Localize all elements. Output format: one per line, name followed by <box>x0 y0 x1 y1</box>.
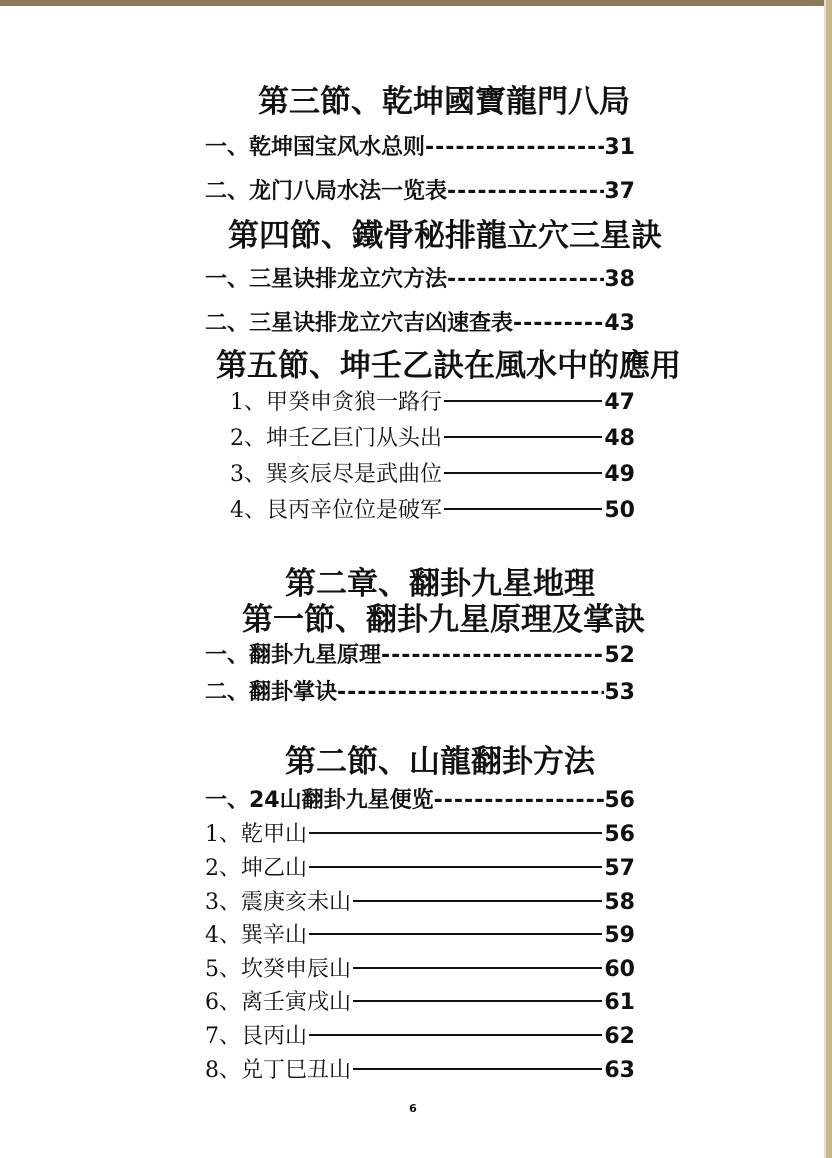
leader-line <box>444 472 602 474</box>
leader-line <box>444 508 602 510</box>
section-heading: 第五節、坤壬乙訣在風水中的應用 <box>216 348 681 384</box>
leader-line <box>353 1000 602 1002</box>
leader-line <box>353 900 602 902</box>
leader-line <box>353 967 602 969</box>
toc-entry-page: 43 <box>604 311 635 336</box>
section-heading: 第三節、乾坤國寶龍門八局 <box>258 84 630 120</box>
leader-dots <box>337 680 604 705</box>
toc-entry-page: 56 <box>604 788 635 813</box>
toc-entry-page: 56 <box>604 822 635 847</box>
toc-entry-page: 53 <box>604 680 635 705</box>
toc-entry[interactable] <box>205 851 635 882</box>
toc-entry-page: 50 <box>604 498 635 523</box>
toc-entry[interactable] <box>205 675 635 706</box>
page-number: 6 <box>409 1102 417 1115</box>
toc-entry-label: 一、翻卦九星原理 <box>205 643 382 668</box>
leader-dots <box>513 311 604 336</box>
toc-entry-page: 63 <box>604 1058 635 1083</box>
toc-entry[interactable] <box>230 457 635 488</box>
leader-line <box>353 1068 602 1070</box>
section-heading: 第四節、鐵骨秘排龍立穴三星訣 <box>228 218 662 254</box>
toc-entry-label: 二、翻卦掌诀 <box>205 680 338 705</box>
toc-entry[interactable] <box>205 262 635 293</box>
toc-entry-page: 37 <box>604 179 635 204</box>
toc-entry-label: 4、巽辛山 <box>205 923 307 948</box>
toc-entry-page: 62 <box>604 1024 635 1049</box>
toc-entry-label: 5、坎癸申辰山 <box>205 957 351 982</box>
toc-entry-page: 52 <box>604 643 635 668</box>
toc-entry[interactable] <box>205 918 635 949</box>
toc-entry-page: 61 <box>604 990 635 1015</box>
toc-entry-page: 57 <box>604 856 635 881</box>
leader-line <box>309 1034 602 1036</box>
toc-entry-label: 3、震庚亥未山 <box>205 890 351 915</box>
toc-entry[interactable] <box>205 885 635 916</box>
toc-entry-page: 48 <box>604 426 635 451</box>
toc-entry[interactable] <box>205 1053 635 1084</box>
section-heading: 第一節、翻卦九星原理及掌訣 <box>242 602 645 638</box>
toc-entry[interactable] <box>205 638 635 669</box>
leader-line <box>444 436 602 438</box>
leader-dots <box>447 179 604 204</box>
leader-dots <box>381 643 604 668</box>
toc-entry-page: 38 <box>604 267 635 292</box>
toc-entry-label: 二、三星诀排龙立穴吉凶速查表 <box>205 311 514 336</box>
leader-dots <box>425 135 604 160</box>
section-heading: 第二節、山龍翻卦方法 <box>285 744 595 780</box>
toc-entry[interactable] <box>205 783 635 814</box>
toc-entry-page: 60 <box>604 957 635 982</box>
toc-entry-label: 一、乾坤国宝风水总则 <box>205 135 426 160</box>
chapter-heading: 第二章、翻卦九星地理 <box>285 566 595 602</box>
toc-entry[interactable] <box>205 130 635 161</box>
toc-entry[interactable] <box>205 985 635 1016</box>
toc-entry-page: 47 <box>604 390 635 415</box>
toc-entry[interactable] <box>205 952 635 983</box>
leader-dots <box>434 788 605 813</box>
toc-entry-label: 1、乾甲山 <box>205 822 307 847</box>
toc-entry-label: 2、坤乙山 <box>205 856 307 881</box>
toc-entry-label: 一、三星诀排龙立穴方法 <box>205 267 448 292</box>
toc-entry-label: 8、兑丁巳丑山 <box>205 1058 351 1083</box>
toc-entry-page: 49 <box>604 462 635 487</box>
toc-entry[interactable] <box>205 817 635 848</box>
toc-entry-label: 一、24山翻卦九星便览 <box>205 788 434 813</box>
leader-dots <box>447 267 604 292</box>
toc-entry[interactable] <box>205 1019 635 1050</box>
toc-entry-label: 二、龙门八局水法一览表 <box>205 179 448 204</box>
page-edge <box>826 0 832 1158</box>
toc-entry[interactable] <box>205 306 635 337</box>
toc-entry-page: 59 <box>604 923 635 948</box>
leader-line <box>309 866 602 868</box>
leader-line <box>309 933 602 935</box>
leader-line <box>444 400 602 402</box>
toc-entry[interactable] <box>205 174 635 205</box>
toc-entry-label: 7、艮丙山 <box>205 1024 307 1049</box>
toc-entry-label: 2、坤壬乙巨门从头出 <box>230 426 442 451</box>
toc-entry[interactable] <box>230 493 635 524</box>
toc-entry-label: 1、甲癸申贪狼一路行 <box>230 390 442 415</box>
toc-entry-label: 6、离壬寅戌山 <box>205 990 351 1015</box>
toc-entry-label: 3、巽亥辰尽是武曲位 <box>230 462 442 487</box>
toc-entry-page: 31 <box>604 135 635 160</box>
toc-entry[interactable] <box>230 385 635 416</box>
toc-entry-page: 58 <box>604 890 635 915</box>
leader-line <box>309 832 602 834</box>
toc-entry-label: 4、艮丙辛位位是破军 <box>230 498 442 523</box>
toc-entry[interactable] <box>230 421 635 452</box>
